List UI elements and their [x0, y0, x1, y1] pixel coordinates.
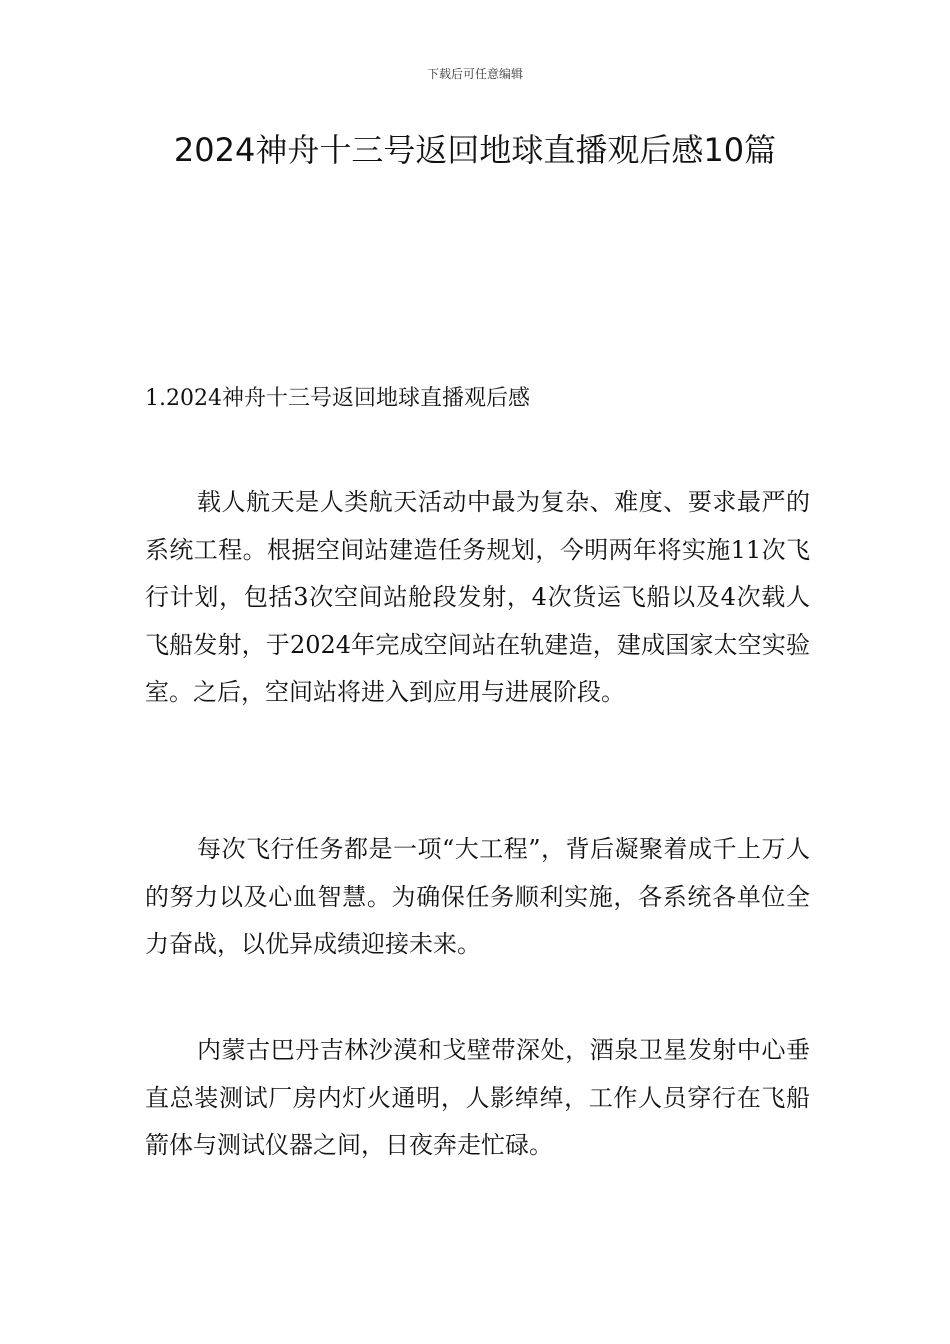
section-heading: 1.2024神舟十三号返回地球直播观后感 [145, 386, 530, 411]
paragraph-2: 每次飞行任务都是一项“大工程”，背后凝聚着成千上万人的努力以及心血智慧。为确保任务顺利实施，各系统各单位全力奋战，以优异成绩迎接未来。 [145, 835, 810, 959]
paragraph-3: 内蒙古巴丹吉林沙漠和戈壁带深处，酒泉卫星发射中心垂直总装测试厂房内灯火通明，人影绰绰，工作人员穿行在飞船箭体与测试仪器之间，日夜奔走忙碌。 [145, 1036, 810, 1160]
header-note: 下载后可任意编辑 [426, 67, 523, 81]
document-title: 2024神舟十三号返回地球直播观后感10篇 [173, 131, 777, 169]
paragraph-1: 载人航天是人类航天活动中最为复杂、难度、要求最严的系统工程。根据空间站建造任务规划，今明两年将实施11次飞行计划，包括3次空间站舱段发射，4次货运飞船以及4次载人飞船发射，于2024年完成空间站在轨建造，建成国家太空实验室。之后，空间站将进入到应用与进展阶段。 [145, 488, 810, 707]
